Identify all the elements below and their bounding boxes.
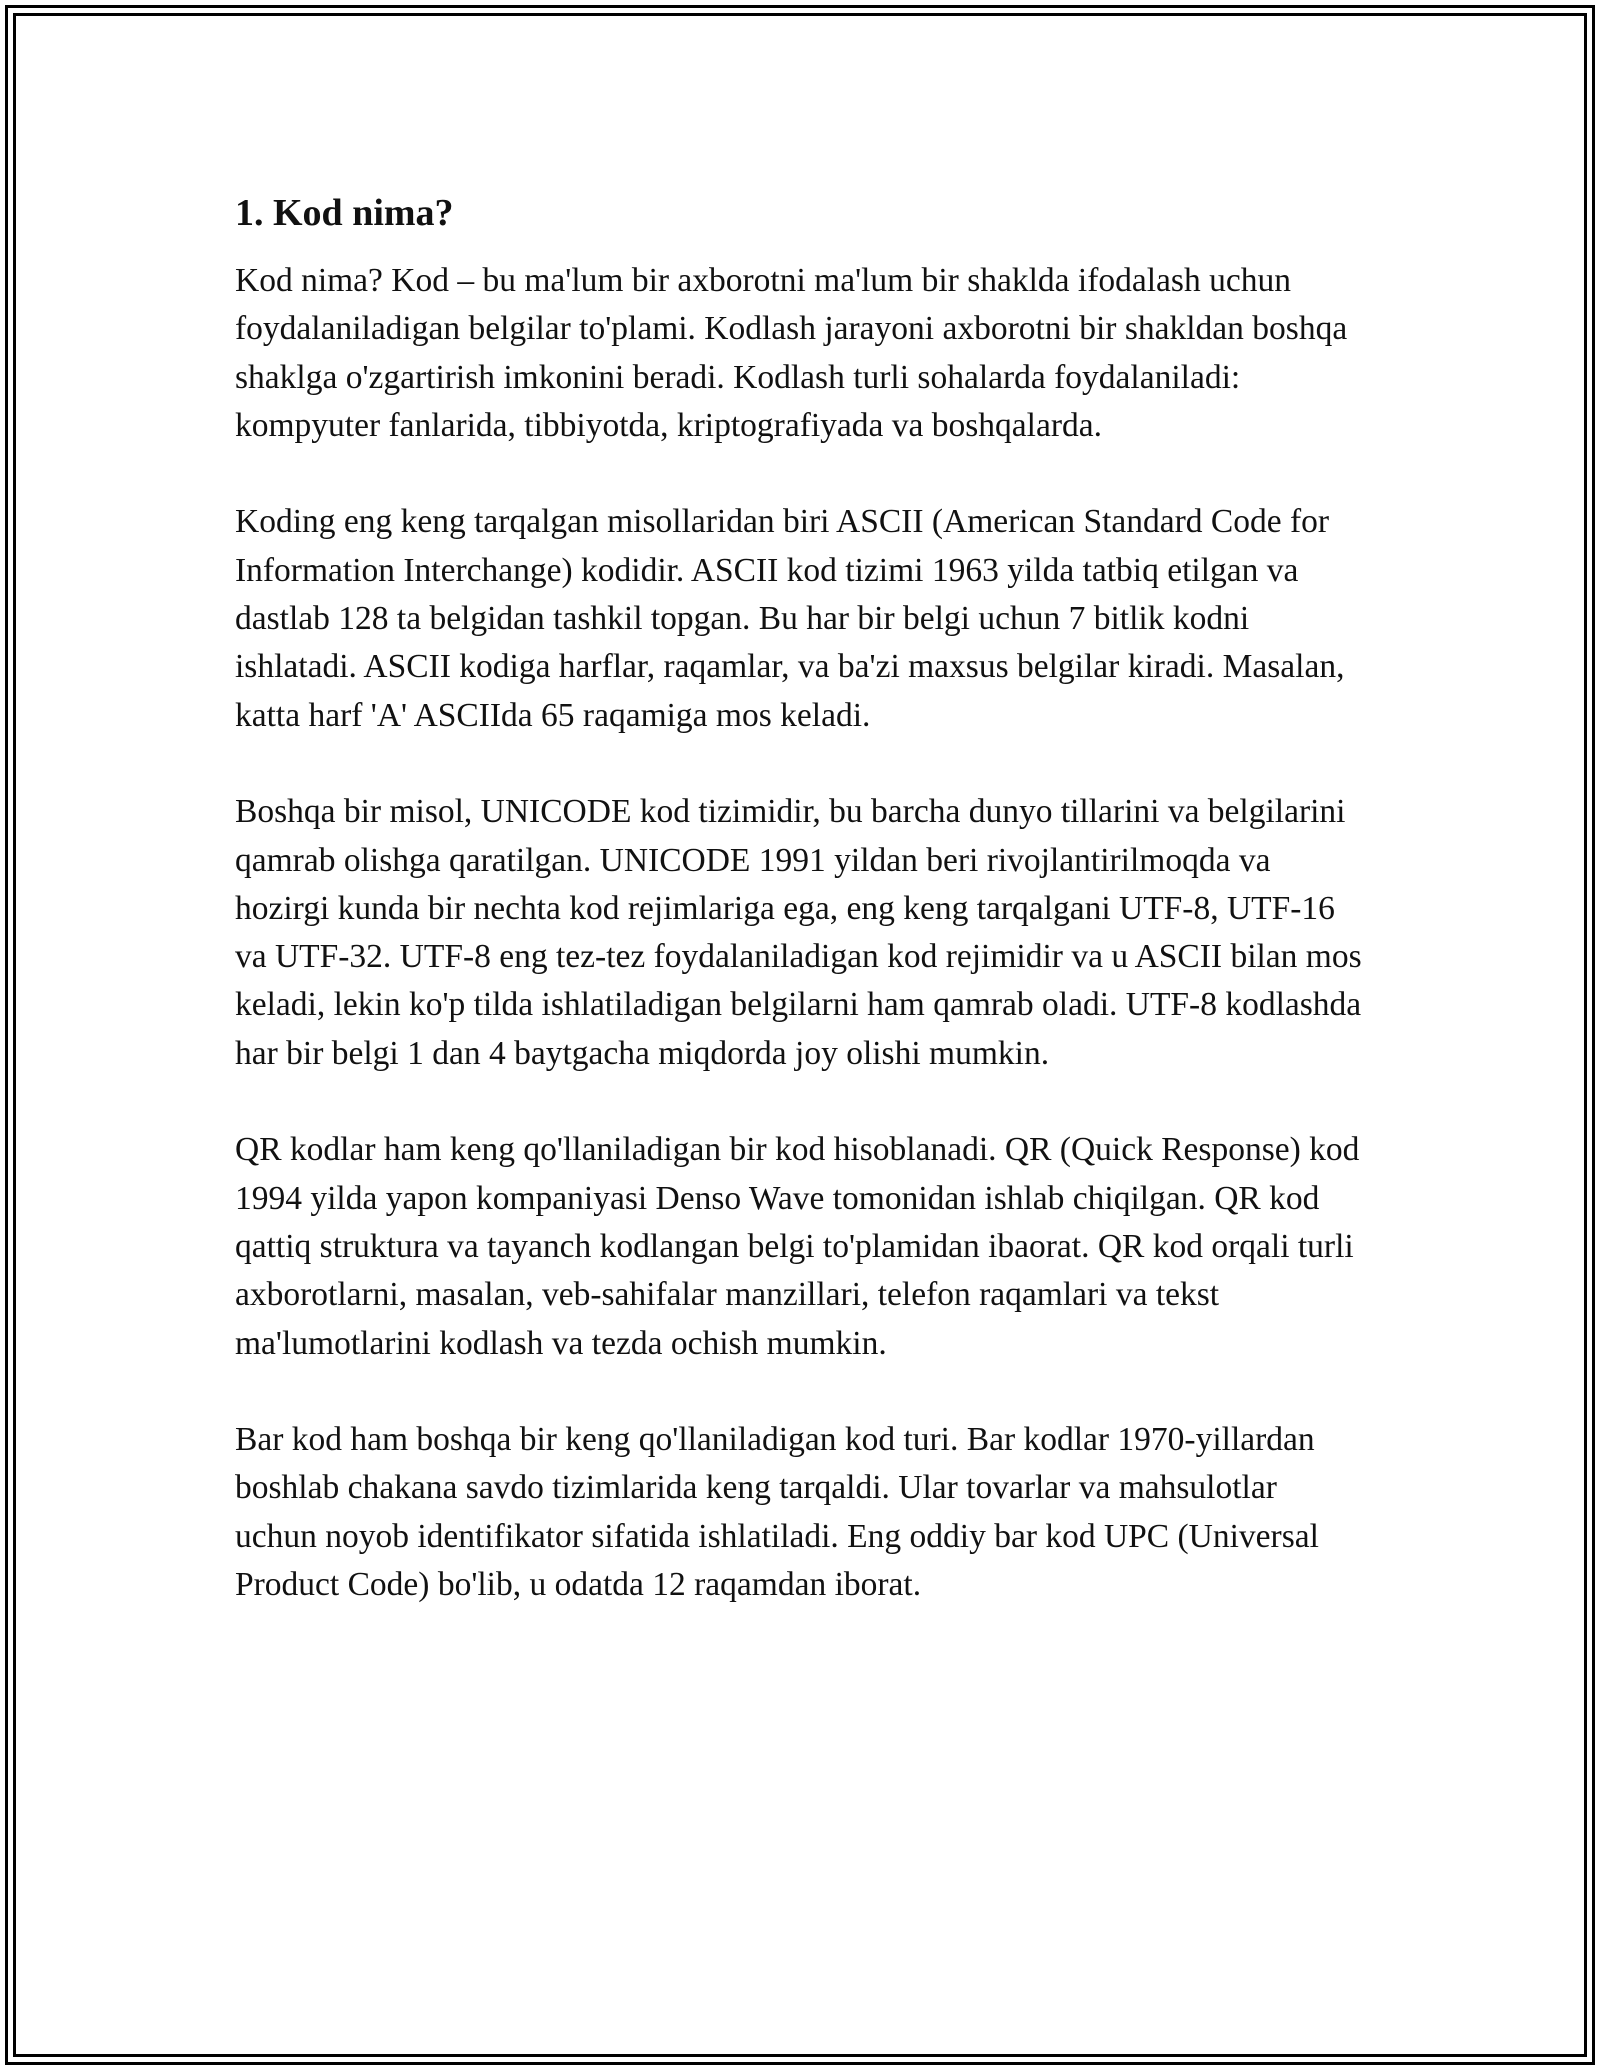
- section-heading: 1. Kod nima?: [235, 192, 454, 234]
- document-body: [235, 185, 1365, 1658]
- paragraph-qr-code: QR kodlar ham keng qo'llaniladigan bir kod hisoblanadi. QR (Quick Response) kod 1994 yilda yapon kompaniyasi Denso Wave tomonidan ishlab chiqilgan. QR kod qattiq struktura va tayanch kodlangan belgi to'plamidan ibaorat. QR kod orqali turli axborotlarni, masalan, veb-sahifalar manzillari, telefon raqamlari va tekst ma'lumotlarini kodlash va tezda ochish mumkin.: [235, 1131, 1360, 1362]
- paragraph-definition: Kod nima? Kod – bu ma'lum bir axborotni ma'lum bir shaklda ifodalash uchun foydalaniladigan belgilar to'plami. Kodlash jarayoni axborotni bir shakldan boshqa shaklga o'zgartirish imkonini beradi. Kodlash turli sohalarda foydalaniladi: kompyuter fanlarida, tibbiyotda, kriptografiyada va boshqalarda.: [235, 262, 1348, 444]
- paragraph-bar-code: Bar kod ham boshqa bir keng qo'llaniladigan kod turi. Bar kodlar 1970-yillardan boshlab chakana savdo tizimlarida keng tarqaldi. Ular tovarlar va mahsulotlar uchun noyob identifikator sifatida ishlatiladi. Eng oddiy bar kod UPC (Universal Product Code) bo'lib, u odatda 12 raqamdan iborat.: [235, 1421, 1319, 1604]
- paragraph-ascii: Koding eng keng tarqalgan misollaridan biri ASCII (American Standard Code for Information Interchange) kodidir. ASCII kod tizimi 1963 yilda tatbiq etilgan va dastlab 128 ta belgidan tashkil topgan. Bu har bir belgi uchun 7 bitlik kodni ishlatadi. ASCII kodiga harflar, raqamlar, va ba'zi maxsus belgilar kiradi. Masalan, katta harf 'A' ASCIIda 65 raqamiga mos keladi.: [235, 503, 1345, 734]
- paragraph-unicode: Boshqa bir misol, UNICODE kod tizimidir, bu barcha dunyo tillarini va belgilarini qamrab olishga qaratilgan. UNICODE 1991 yildan beri rivojlantirilmoqda va hozirgi kunda bir nechta kod rejimlariga ega, eng keng tarqalgani UTF-8, UTF-16 va UTF-32. UTF-8 eng tez-tez foydalaniladigan kod rejimidir va u ASCII bilan mos keladi, lekin ko'p tilda ishlatiladigan belgilarni ham qamrab oladi. UTF-8 kodlashda har bir belgi 1 dan 4 baytgacha miqdorda joy olishi mumkin.: [235, 793, 1362, 1072]
